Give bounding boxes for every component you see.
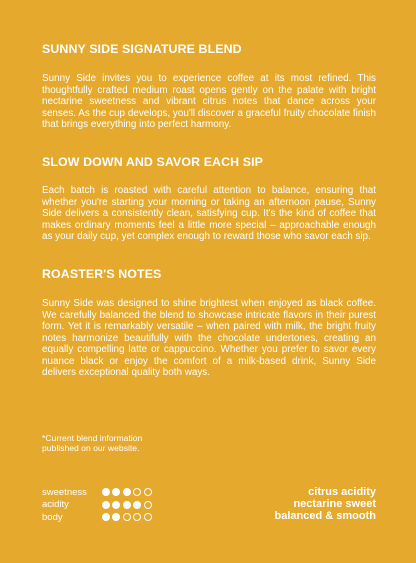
meter-dots: [102, 513, 152, 521]
footnote-line-2: published on our website.: [42, 443, 140, 453]
empty-dot-icon: [144, 501, 152, 509]
paragraph-signature-blend: Sunny Side invites you to experience coffee at its most refined. This thoughtfully crafted medium roast opens gently on the palate with bright nectarine sweetness and vibrant citrus notes that dance across your senses. As the cup develops, you'll discover a graceful fruity chocolate finish that brings everything into perfect harmony.: [42, 73, 376, 130]
meter-dots: [102, 488, 152, 496]
empty-dot-icon: [123, 513, 131, 521]
heading-slow-down: SLOW DOWN AND SAVOR EACH SIP: [42, 155, 264, 169]
footnote-line-1: *Current blend information: [42, 433, 143, 443]
meter-label: acidity: [42, 499, 69, 510]
empty-dot-icon: [133, 488, 141, 496]
filled-dot-icon: [112, 513, 120, 521]
empty-dot-icon: [133, 513, 141, 521]
footnote: [42, 433, 142, 453]
meter-sweetness: [42, 486, 152, 498]
meter-body: [42, 511, 152, 523]
filled-dot-icon: [123, 488, 131, 496]
tasting-note: balanced & smooth: [274, 510, 376, 523]
meter-dots: [102, 501, 152, 509]
tasting-notes: [275, 486, 376, 523]
paragraph-slow-down: Each batch is roasted with careful attention to balance, ensuring that whether you're starting your morning or taking an afternoon pause, Sunny Side delivers a consistently clean, satisfying cup. It's the kind of coffee that makes ordinary moments feel a little more special – approachable enough as your daily cup, yet complex enough to reward those who savor each sip.: [42, 185, 376, 242]
empty-dot-icon: [144, 513, 152, 521]
filled-dot-icon: [112, 501, 120, 509]
tasting-note: nectarine sweet: [293, 498, 376, 511]
paragraph-roasters-notes: Sunny Side was designed to shine brightest when enjoyed as black coffee. We carefully balanced the blend to showcase intricate flavors in their purest form. Yet it is remarkably versatile – when paired with milk, the bright fruity notes harmonize beautifully with the chocolate undertones, creating an equally compelling latte or cappuccino. Whether you prefer to savor every nuance black or enjoy the comfort of a milk-based drink, Sunny Side delivers exceptional quality both ways.: [42, 298, 376, 378]
empty-dot-icon: [144, 488, 152, 496]
filled-dot-icon: [133, 501, 141, 509]
heading-signature-blend: SUNNY SIDE SIGNATURE BLEND: [42, 42, 242, 56]
filled-dot-icon: [112, 488, 120, 496]
filled-dot-icon: [102, 501, 110, 509]
filled-dot-icon: [102, 513, 110, 521]
filled-dot-icon: [123, 501, 131, 509]
heading-roasters-notes: ROASTER'S NOTES: [42, 267, 162, 281]
flavor-meters: [42, 486, 152, 524]
meter-acidity: [42, 499, 152, 511]
filled-dot-icon: [102, 488, 110, 496]
meter-label: body: [42, 511, 63, 523]
meter-label: sweetness: [42, 486, 87, 498]
tasting-note: citrus acidity: [308, 486, 376, 498]
